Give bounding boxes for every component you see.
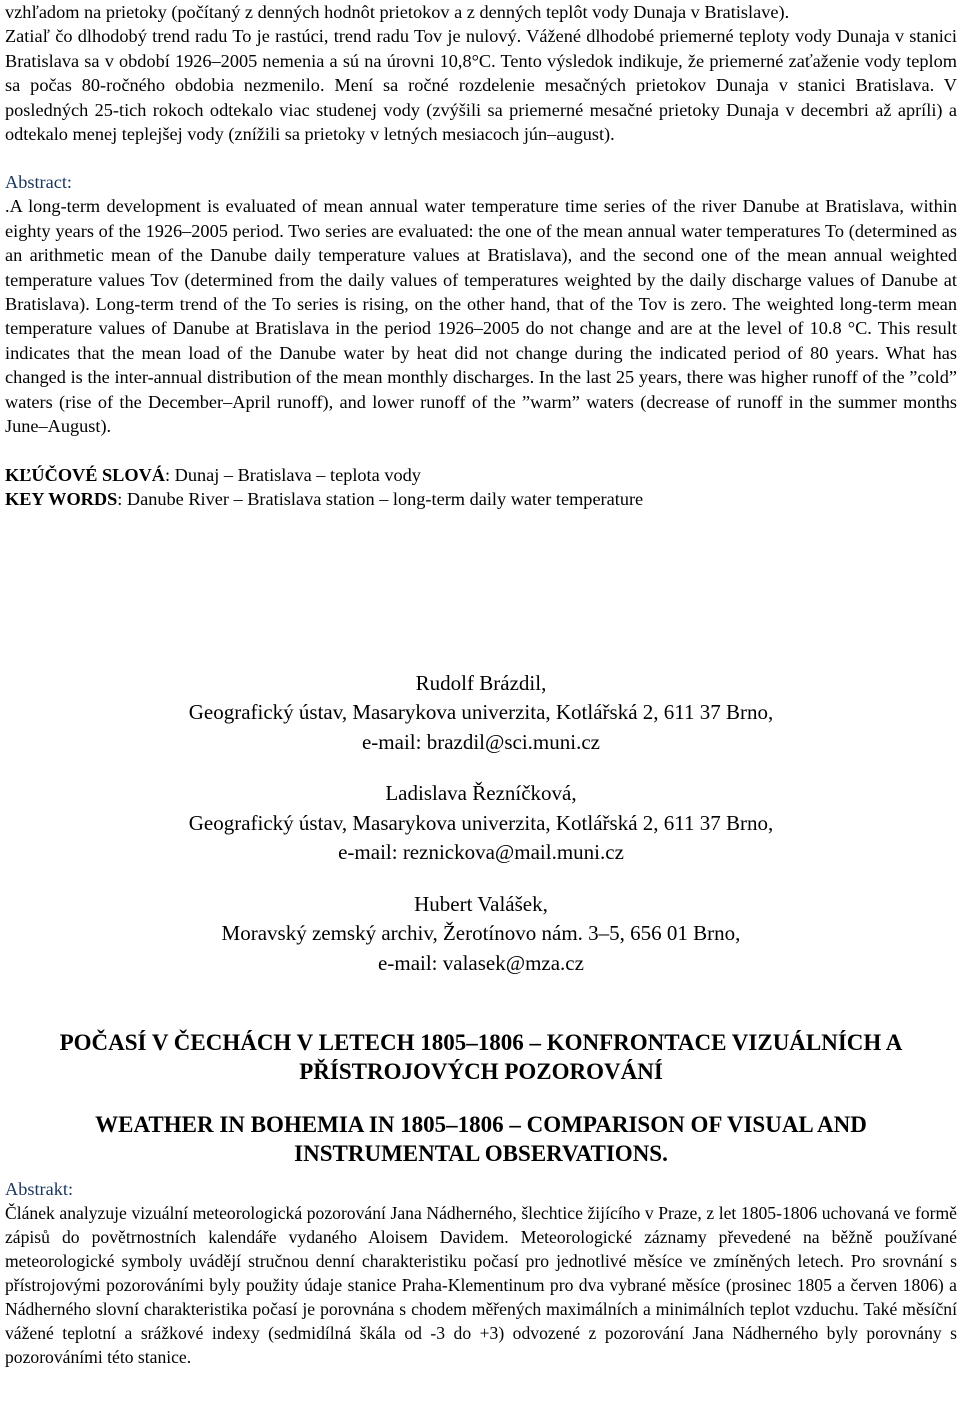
author-list bbox=[5, 669, 957, 979]
paper-title-cz: POČASÍ V ČECHÁCH V LETECH 1805–1806 – KONFRONTACE VIZUÁLNÍCH A PŘÍSTROJOVÝCH POZOROVÁNÍ bbox=[59, 1030, 903, 1084]
document-page bbox=[5, 0, 957, 1369]
author-affiliation: Geografický ústav, Masarykova univerzita, Kotlářská 2, 611 37 Brno, bbox=[188, 810, 774, 835]
abstrakt-label: Abstrakt: bbox=[5, 1179, 74, 1199]
keywords-en-label: KEY WORDS bbox=[5, 488, 118, 509]
slovak-abstract-continuation: Zatiaľ čo dlhodobý trend radu To je rastúci, trend radu Tov je nulový. Vážené dlhodobé priemerné teploty vody Dunaja v stanici Bratislava sa v období 1926–2005 nemenia a sú na úrovni 10,8°C. Tento výsledok indikuje, že priemerné zaťaženie vody teplom sa počas 80-ročného obdobia nezmenilo. Mení sa ročné rozdelenie mesačných prietokov Dunaja v stanici Bratislava. V posledných 25-tich rokoch odtekalo viac studenej vody (zvýšili sa priemerné mesačné prietoky Dunaja v decembri až apríli) a odtekalo menej teplejšej vody (znížili sa prietoky v letných mesiacoch jún–august). bbox=[5, 26, 957, 145]
keywords-sk-text: : Dunaj – Bratislava – teplota vody bbox=[165, 464, 421, 485]
abstrakt-text: Článek analyzuje vizuální meteorologická pozorování Jana Nádherného, šlechtice žijícího v Praze, z let 1805-1806 uchovaná ve formě zápisů do povětrnostních kalendáře vydaného Aloisem Davidem. Meteorologické záznamy převedené na běžně používané meteorologické symboly uvádějí stručnou denní charakteristiku počasí pro jednotlivé měsíce ve zmíněných letech. Pro srovnání s přístrojovými pozorováními byly použity údaje stanice Praha-Klementinum pro dva vybrané měsíce (prosinec 1805 a červen 1806) a Nádherného slovní charakteristika počasí je porovnána s chodem měřených maximálních a minimálních teplot vzduchu. Také měsíční vážené teplotní a srážkové indexy (sedmidílná škála od -3 do +3) odvozené z pozorování Jana Nádherného byly porovnány s pozorováními této stanice. bbox=[5, 1203, 957, 1367]
keywords-sk bbox=[5, 463, 957, 487]
author-email: e-mail: brazdil@sci.muni.cz bbox=[361, 729, 600, 754]
abstract-text: .A long-term development is evaluated of mean annual water temperature time series of the river Danube at Bratislava, within eighty years of the 1926–2005 period. Two series are evaluated: the one of the mean annual water temperatures To (determined as an arithmetic mean of the Danube daily temperature values at Bratislava), and the second one of the mean annual weighted temperature values Tov (determined from the daily values of temperatures weighted by the daily discharge values of Danube at Bratislava). Long-term trend of the To series is rising, on the other hand, that of the Tov is zero. The weighted long-term mean temperature values of Danube at Bratislava in the period 1926–2005 do not change and are at the level of 10.8 °C. This result indicates that the mean load of the Danube water by heat did not change during the indicated period of 80 years. What has changed is the inter-annual distribution of the mean monthly discharges. In the last 25 years, there was higher runoff of the ”cold” waters (rise of the December–April runoff), and lower runoff of the ”warm” waters (decrease of runoff in the summer months June–August). bbox=[5, 196, 957, 437]
slovak-abstract-line: vzhľadom na prietoky (počítaný z denných hodnôt prietokov a z denných teplôt vody Dunaja v Bratislave). bbox=[5, 2, 790, 22]
author-name: Ladislava Řezníčková, bbox=[385, 781, 577, 805]
author-name: Hubert Valášek, bbox=[414, 891, 548, 916]
author-email: e-mail: reznickova@mail.muni.cz bbox=[338, 840, 624, 864]
paper-title-en: WEATHER IN BOHEMIA IN 1805–1806 – COMPARISON OF VISUAL AND INSTRUMENTAL OBSERVATIONS. bbox=[95, 1112, 867, 1166]
keywords-en bbox=[5, 487, 957, 511]
keywords-en-text: : Danube River – Bratislava station – long-term daily water temperature bbox=[117, 488, 644, 509]
keywords-sk-label: KĽÚČOVÉ SLOVÁ bbox=[5, 464, 165, 485]
author-name: Rudolf Brázdil, bbox=[415, 670, 547, 695]
author-affiliation: Geografický ústav, Masarykova univerzita, Kotlářská 2, 611 37 Brno, bbox=[188, 700, 774, 724]
author-affiliation: Moravský zemský archiv, Žerotínovo nám. 3–5, 656 01 Brno, bbox=[221, 921, 741, 945]
author-email: e-mail: valasek@mza.cz bbox=[378, 950, 584, 975]
abstract-label: Abstract: bbox=[5, 172, 73, 193]
